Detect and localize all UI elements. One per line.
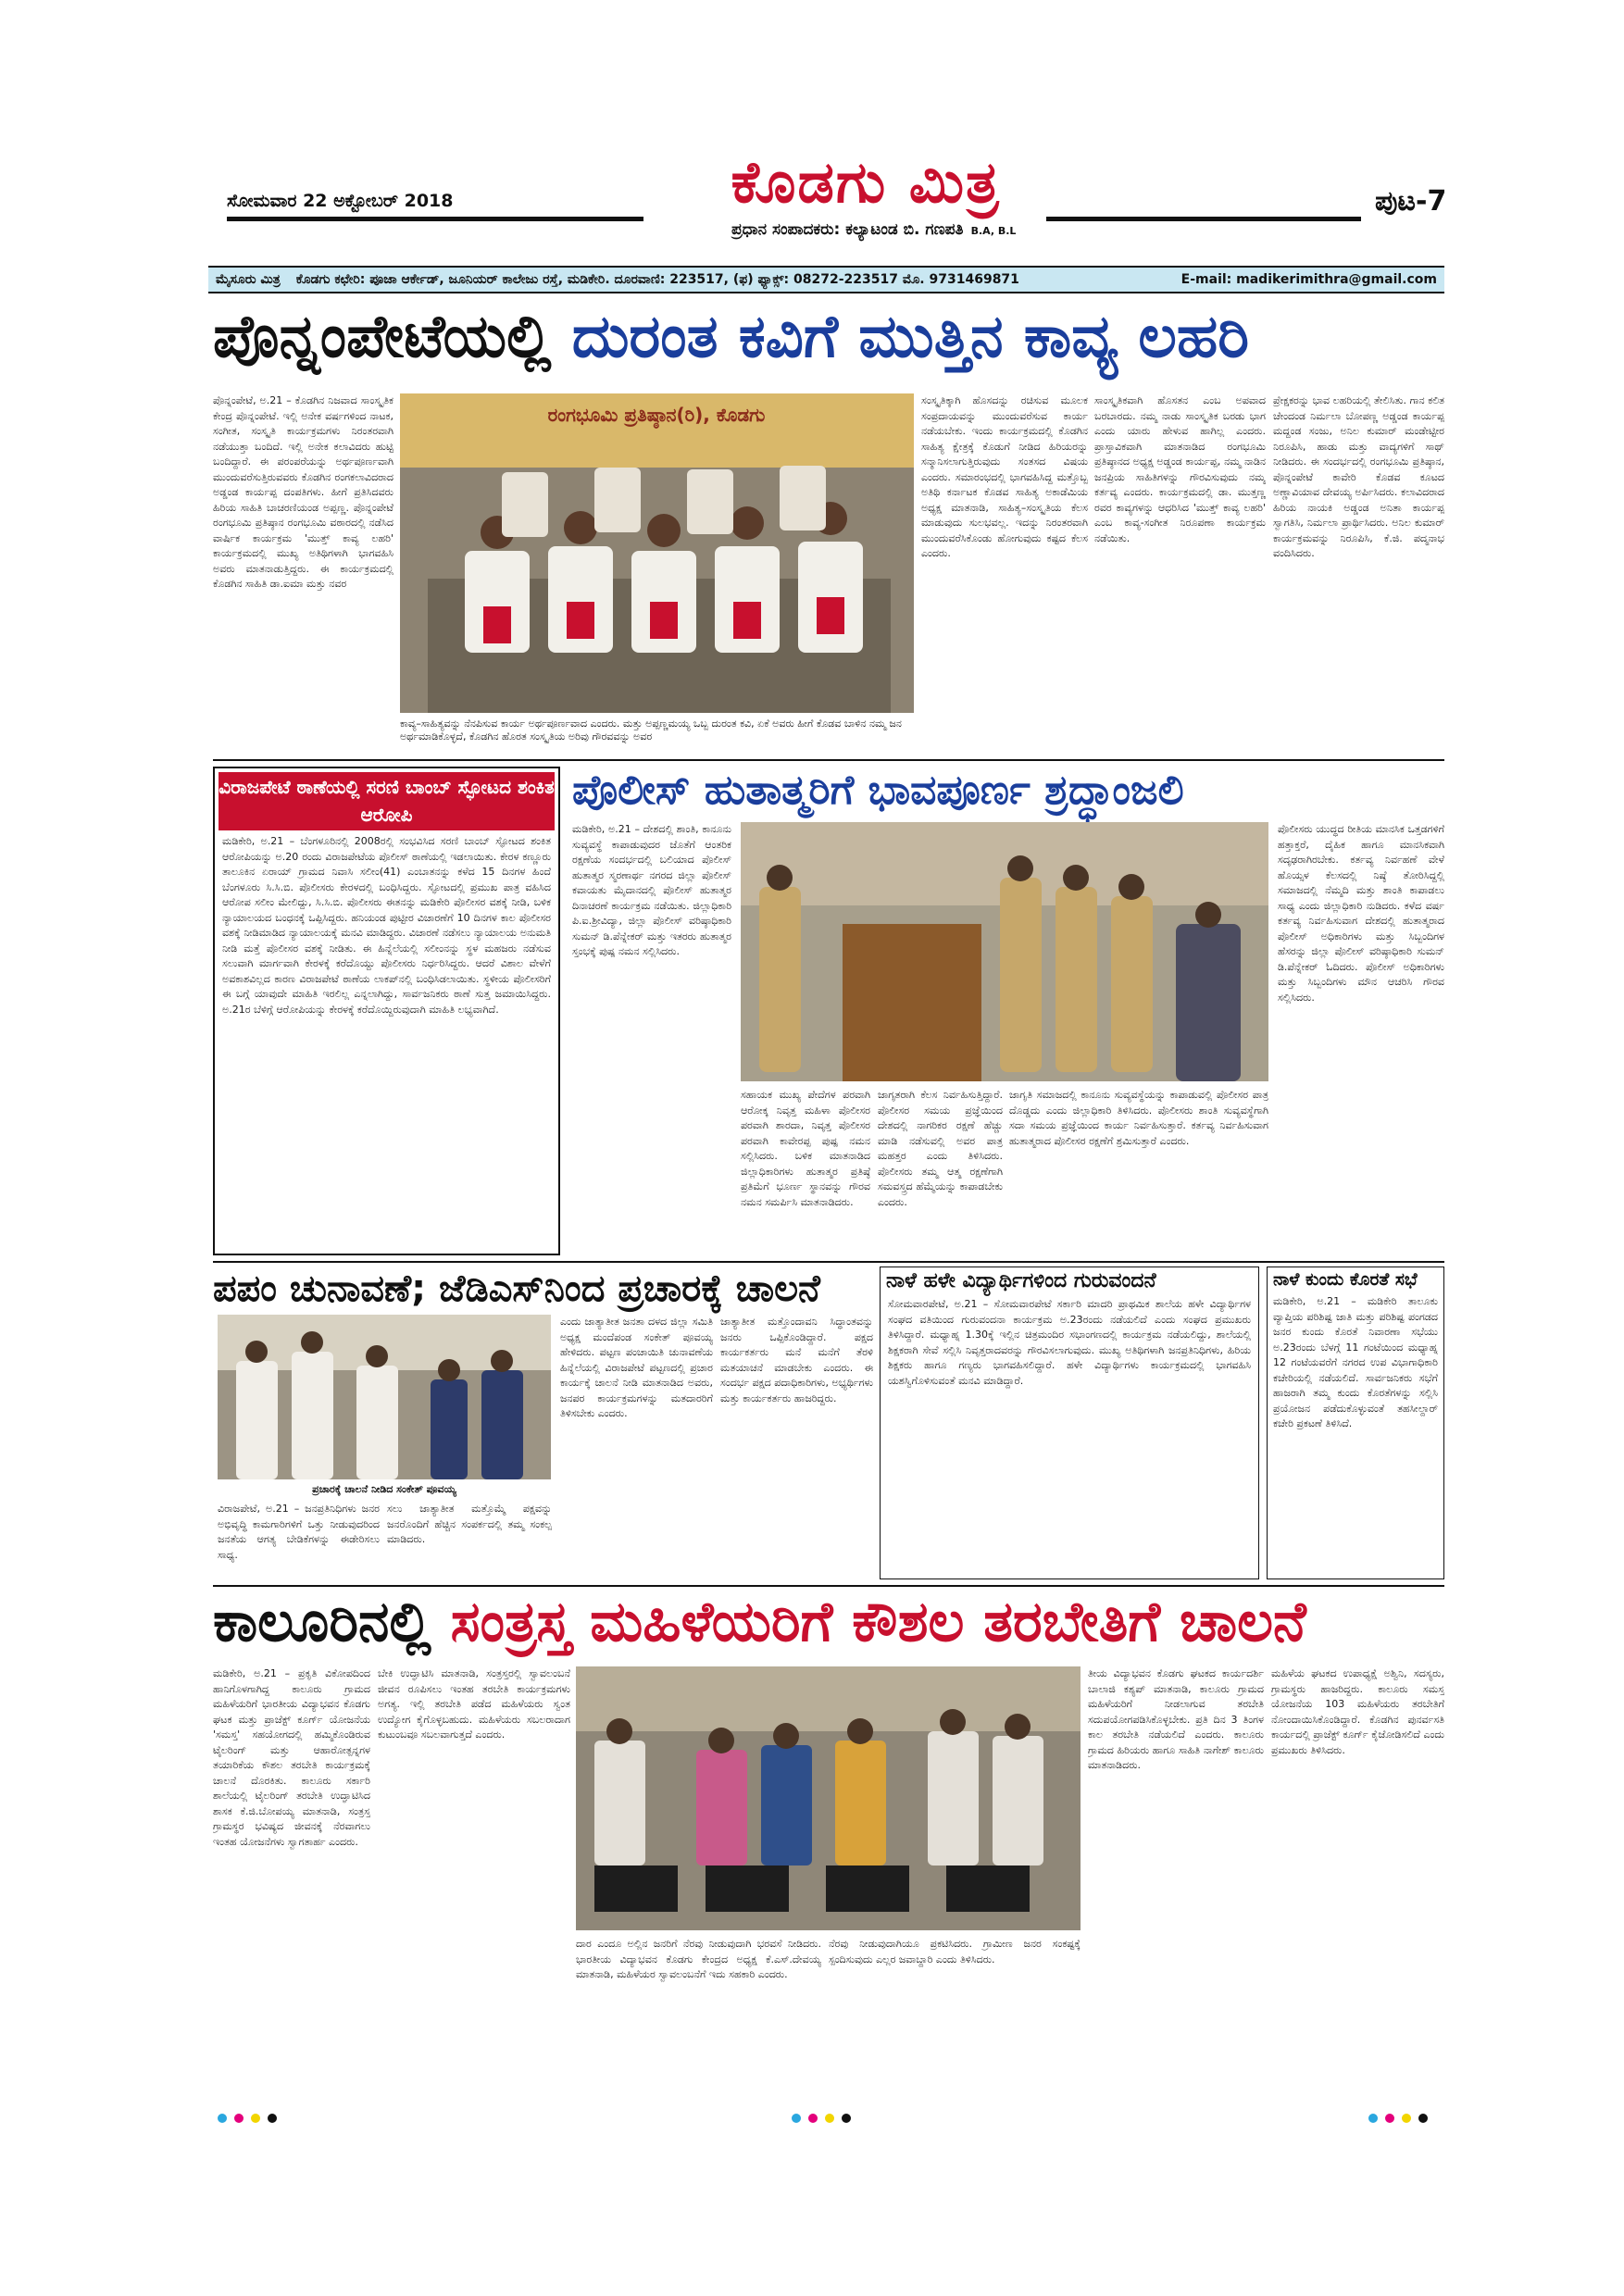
article6-box	[1267, 1267, 1444, 1579]
section-divider-2	[213, 1261, 1444, 1263]
registration-dots-right	[1368, 2109, 1435, 2127]
editor-degree: B.A, B.L	[970, 225, 1017, 237]
article7-column-6: ಮಹಿಳೆಯ ಘಟಕದ ಉಪಾಧ್ಯಕ್ಷೆ ಅಶ್ವಿನಿ, ಸದಸ್ಯರು, ಗ್ರಾಮಸ್ಥರು ಹಾಜರಿದ್ದರು. ಕಾಲೂರು ಸಮಸ್ತ ಯೋಜನೆಯ 103 ಮಹಿಳೆಯರು ತರಬೇತಿಗೆ ನೋಂದಾಯಿಸಿಕೊಂಡಿದ್ದಾರೆ. ಕೊಡಗಿನ ಪುನರ್ವಸತಿ ಕಾರ್ಯದಲ್ಲಿ ಪ್ರಾಜೆಕ್ಟ್ ಕೂರ್ಗ್ ಕೈಜೋಡಿಸಲಿದೆ ಎಂದು ಪ್ರಮುಖರು ತಿಳಿಸಿದರು.	[1271, 1667, 1444, 1756]
article4-photo	[218, 1315, 551, 1479]
article4-column-4: ಜಾತ್ಯಾತೀತ ಮತ್ತೊಂದಾವನಿ ಸಿದ್ಧಾಂತವನ್ನು ಜನರು ಒಪ್ಪಿಕೊಂಡಿದ್ದಾರೆ. ಪಕ್ಷದ ಕಾರ್ಯಕರ್ತರು ಮನೆ ಮನೆಗೆ ತೆರಳಿ ಮತಯಾಚನೆ ಮಾಡಬೇಕು ಎಂದರು. ಈ ಸಂದರ್ಭ ಪಕ್ಷದ ಪದಾಧಿಕಾರಿಗಳು, ಅಭ್ಯರ್ಥಿಗಳು ಮತ್ತು ಕಾರ್ಯಕರ್ತರು ಹಾಜರಿದ್ದರು.	[720, 1316, 873, 1404]
article3-column-3: ಜಾಗೃತರಾಗಿ ಕೆಲಸ ನಿರ್ವಹಿಸುತ್ತಿದ್ದಾರೆ. ಪೊಲೀಸರ ಸಮಯ ಪ್ರಜ್ಞೆಯಿಂದ ದೇಶದಲ್ಲಿ ನಾಗರಿಕರ ರಕ್ಷಣೆ ಹೆಚ್ಚು ಮಾಡಿ ನಡೆಸುವಲ್ಲಿ ಅವರ ಪಾತ್ರ ಮಹತ್ತರ ಎಂದು ತಿಳಿಸಿದರು. ಪೊಲೀಸರು ತಮ್ಮ ಆತ್ಮ ರಕ್ಷಣೆಗಾಗಿ ಸಮವಸ್ತ್ರದ ಹೆಮ್ಮೆಯನ್ನು ಕಾಪಾಡಬೇಕು ಎಂದರು.	[878, 1089, 1003, 1208]
article4-column-3: ಎಂದು ಜಾತ್ಯಾತೀತ ಜನತಾ ದಳದ ಜಿಲ್ಲಾ ಸಮಿತಿ ಅಧ್ಯಕ್ಷ ಮಂದೆಪಂಡ ಸಂಕೇತ್ ಪೂವಯ್ಯ ಹೇಳಿದರು. ಪಟ್ಟಣ ಪಂಚಾಯಿತಿ ಚುನಾವಣೆಯ ಹಿನ್ನೆಲೆಯಲ್ಲಿ ವಿರಾಜಪೇಟೆ ಪಟ್ಟಣದಲ್ಲಿ ಪ್ರಚಾರ ಕಾರ್ಯಕ್ಕೆ ಚಾಲನೆ ನೀಡಿ ಮಾತನಾಡಿದ ಅವರು, ಜನಪರ ಕಾರ್ಯಕ್ರಮಗಳನ್ನು ಮತದಾರರಿಗೆ ತಿಳಿಸಬೇಕು ಎಂದರು.	[560, 1316, 713, 1419]
editor-name: ಪ್ರಧಾನ ಸಂಪಾದಕರು: ಕಲ್ಯಾಟಂಡ ಬಿ. ಗಣಪತಿ	[731, 220, 964, 239]
email-address: E-mail: madikerimithra@gmail.com	[1181, 272, 1437, 287]
article5-box	[880, 1267, 1259, 1579]
article7-column-4: ನೆರವು ನೀಡುವುದಾಗಿಯೂ ಪ್ರಕಟಿಸಿದರು. ಗ್ರಾಮೀಣ ಜನರ ಸಂಕಷ್ಟಕ್ಕೆ ಸ್ಪಂದಿಸುವುದು ಎಲ್ಲರ ಜವಾಬ್ದಾರಿ ಎಂದು ತಿಳಿಸಿದರು.	[829, 1938, 1081, 1965]
article2-body: ಮಡಿಕೇರಿ, ಅ.21 – ಬೆಂಗಳೂರಿನಲ್ಲಿ 2008ರಲ್ಲಿ ಸಂಭವಿಸಿದ ಸರಣಿ ಬಾಂಬ್ ಸ್ಫೋಟದ ಶಂಕಿತ ಆರೋಪಿಯನ್ನು ಅ.20 ರಂದು ವಿರಾಜಪೇಟೆಯ ಪೊಲೀಸ್ ಠಾಣೆಯಲ್ಲಿ ಇಡಲಾಯಿತು. ಕೇರಳ ಕಣ್ಣೂರು ತಾಲೂಕಿನ ಏರಾಯ್ ಗ್ರಾಮದ ನಿವಾಸಿ ಸಲೀಂ(41) ಎಂಬಾತನನ್ನು ಕಳೆದ 15 ದಿನಗಳ ಹಿಂದೆ ಬೆಂಗಳೂರು ಸಿ.ಸಿ.ಬಿ. ಪೊಲೀಸರು ಕೇರಳದಲ್ಲಿ ಬಂಧಿಸಿದ್ದರು. ಸ್ಫೋಟದಲ್ಲಿ ಪ್ರಮುಖ ಪಾತ್ರ ವಹಿಸಿದ ಆರೋಪ ಸಲೀಂ ಮೇಲಿದ್ದು, ಸಿ.ಸಿ.ಬಿ. ಪೊಲೀಸರು ಈತನನ್ನು ಮಡಿಕೇರಿ ಪೊಲೀಸರ ವಶಕ್ಕೆ ನೀಡಿ, ಬಳಿಕ ನ್ಯಾಯಾಲಯದ ಬಂಧನಕ್ಕೆ ಒಪ್ಪಿಸಿದ್ದರು. ಹನಿಯಂಡ ಪುಟ್ಟೀರ ವಿಚಾರಣೆಗೆ 10 ದಿನಗಳ ಕಾಲ ಪೊಲೀಸರ ವಶಕ್ಕೆ ನೀಡಿಮಾಡಿದ ನ್ಯಾಯಾಲಯಕ್ಕೆ ಮನವಿ ಮಾಡಿದ್ದರು. ವಿಚಾರಣೆ ನಡೆಸಲು ನ್ಯಾಯಾಲಯ ಅನುಮತಿ ನೀಡಿ ಮತ್ತೆ ಪೊಲೀಸರ ವಶಕ್ಕೆ ನೀಡಿತು. ಈ ಹಿನ್ನೆಲೆಯಲ್ಲಿ ಸಲೀಂನನ್ನು ಸ್ಥಳ ಮಹಜರು ನಡೆಸುವ ಸಲುವಾಗಿ ಮಾರ್ಗವಾಗಿ ಕೇರಳಕ್ಕೆ ಕರೆದೊಯ್ದು ಪೊಲೀಸರು ನಿರ್ಧರಿಸಿದ್ದರು. ಆದರೆ ವಿಶಾಲ ವೇಳೆಗೆ ಅವಕಾಶವಿಲ್ಲದ ಕಾರಣ ವಿರಾಜಪೇಟೆ ಠಾಣೆಯ ಲಾಕಪ್‌ನಲ್ಲಿ ಬಂಧಿಸಿಡಲಾಯಿತು. ಸ್ಥಳೀಯ ಪೊಲೀಸರಿಗೆ ಈ ಬಗ್ಗೆ ಯಾವುದೇ ಮಾಹಿತಿ ಇರಲಿಲ್ಲ ಎನ್ನಲಾಗಿದ್ದು, ಸಾರ್ವಜನಿಕರು ಠಾಣೆ ಸುತ್ತ ಜಮಾಯಿಸಿದ್ದರು. ಅ.21ರ ಬೆಳಿಗ್ಗೆ ಆರೋಪಿಯನ್ನು ಕೇರಳಕ್ಕೆ ಕರೆದೊಯ್ದಿರುವುದಾಗಿ ಮಾಹಿತಿ ಲಭ್ಯವಾಗಿದೆ.	[222, 835, 551, 1016]
newspaper-title: ಕೊಡಗು ಮಿತ್ರ	[731, 148, 1001, 216]
article3-column-1: ಮಡಿಕೇರಿ, ಅ.21 – ದೇಶದಲ್ಲಿ ಶಾಂತಿ, ಕಾನೂನು ಸುವ್ಯವಸ್ಥೆ ಕಾಪಾಡುವುದರ ಜೊತೆಗೆ ಆಂತರಿಕ ರಕ್ಷಣೆಯ ಸಂದರ್ಭದಲ್ಲಿ ಬಲಿಯಾದ ಪೊಲೀಸ್ ಹುತಾತ್ಮರ ಸ್ಮರಣಾರ್ಥ ನಗರದ ಜಿಲ್ಲಾ ಪೊಲೀಸ್ ಕವಾಯತು ಮೈದಾನದಲ್ಲಿ ಪೊಲೀಸ್ ಹುತಾತ್ಮರ ದಿನಾಚರಣೆ ಕಾರ್ಯಕ್ರಮ ನಡೆಯಿತು. ಜಿಲ್ಲಾಧಿಕಾರಿ ಪಿ.ಐ.ಶ್ರೀವಿದ್ಯಾ, ಜಿಲ್ಲಾ ಪೊಲೀಸ್ ವರಿಷ್ಠಾಧಿಕಾರಿ ಸುಮನ್ ಡಿ.ಪೆನ್ನೇಕರ್ ಮತ್ತು ಇತರರು ಹುತಾತ್ಮರ ಸ್ತಂಭಕ್ಕೆ ಪುಷ್ಪ ನಮನ ಸಲ್ಲಿಸಿದರು.	[572, 823, 731, 957]
article1-column-2: ಸಂಸ್ಕೃತಿಕ್ಕಾಗಿ ಹೊಸದನ್ನು ರಚಿಸುವ ಮೂಲಕ ಸಂಪ್ರದಾಯವನ್ನು ಮುಂದುವರೆಸುವ ಕಾರ್ಯ ನಡೆಯಬೇಕು. ಇಂದು ಕಾರ್ಯಕ್ರಮದಲ್ಲಿ ಕೊಡಗಿನ ಸಾಹಿತ್ಯ ಕ್ಷೇತ್ರಕ್ಕೆ ಕೊಡುಗೆ ನೀಡಿದ ಹಿರಿಯರನ್ನು ಸನ್ಮಾನಿಸಲಾಗುತ್ತಿರುವುದು ಸಂತಸದ ವಿಷಯ ಎಂದರು. ಸಮಾರಂಭದಲ್ಲಿ ಭಾಗವಹಿಸಿದ್ದ ಮತ್ತೊಬ್ಬ ಅತಿಥಿ ಕರ್ನಾಟಕ ಕೊಡವ ಸಾಹಿತ್ಯ ಅಕಾಡೆಮಿಯ ಅಧ್ಯಕ್ಷ ಮಾತನಾಡಿ, ಸಾಹಿತ್ಯ–ಸಂಸ್ಕೃತಿಯ ಕೆಲಸ ಮಾಡುವುದು ಸುಲಭವಲ್ಲ. ಇದನ್ನು ನಿರಂತರವಾಗಿ ಮುಂದುವರೆಸಿಕೊಂಡು ಹೋಗುವುದು ಕಷ್ಟದ ಕೆಲಸ ಎಂದರು.	[921, 394, 1088, 559]
article2-box	[213, 767, 560, 1255]
article1-column-1: ಪೊನ್ನಂಪೇಟೆ, ಅ.21 – ಕೊಡಗಿನ ನಿಜವಾದ ಸಾಂಸ್ಕೃತಿಕ ಕೇಂದ್ರ ಪೊನ್ನಂಪೇಟೆ. ಇಲ್ಲಿ ಅನೇಕ ವರ್ಷಗಳಿಂದ ನಾಟಕ, ಸಂಗೀತ, ಸಂಸ್ಕೃತಿ ಕಾರ್ಯಕ್ರಮಗಳು ನಿರಂತರವಾಗಿ ನಡೆಯುತ್ತಾ ಬಂದಿದೆ. ಇಲ್ಲಿ ಅನೇಕ ಕಲಾವಿದರು ಹುಟ್ಟಿ ಬಂದಿದ್ದಾರೆ. ಈ ಪರಂಪರೆಯನ್ನು ಅರ್ಥಪೂರ್ಣವಾಗಿ ಮುಂದುವರೆಸುತ್ತಿರುವವರು ಕೊಡಗಿನ ರಂಗಕಲಾವಿದರಾದ ಅಡ್ಡಂಡ ಕಾರ್ಯಪ್ಪ ದಂಪತಿಗಳು. ಹೀಗೆ ಪ್ರತಿಸಿದವರು ಹಿರಿಯ ಸಾಹಿತಿ ಬಾಚರಣಿಯಂಡ ಅಪ್ಪಣ್ಣ. ಪೊನ್ನಂಪೇಟೆ ರಂಗಭೂಮಿ ಪ್ರತಿಷ್ಠಾನ ರಂಗಭೂಮಿ ವಠಾರದಲ್ಲಿ ನಡೆಸಿದ ವಾರ್ಷಿಕ ಕಾರ್ಯಕ್ರಮ 'ಮುತ್ತ್ ಕಾವ್ಯ ಲಹರಿ' ಕಾರ್ಯಕ್ರಮದಲ್ಲಿ ಮುಖ್ಯ ಅತಿಥಿಗಳಾಗಿ ಭಾಗವಹಿಸಿ ಅವರು ಮಾತನಾಡುತ್ತಿದ್ದರು. ಈ ಕಾರ್ಯಕ್ರಮದಲ್ಲಿ ಕೊಡಗಿನ ಸಾಹಿತಿ ಡಾ.ಐಮಾ ಮತ್ತು ನವರ	[213, 394, 394, 590]
article7-column-3: ದಾರ ಎಂದೂ ಅಲ್ಲಿನ ಜನರಿಗೆ ನೆರವು ನೀಡುವುದಾಗಿ ಭರವಸೆ ನೀಡಿದರು. ಭಾರತೀಯ ವಿದ್ಯಾಭವನ ಕೊಡಗು ಕೇಂದ್ರದ ಅಧ್ಯಕ್ಷ ಕೆ.ಎಸ್.ದೇವಯ್ಯ ಮಾತನಾಡಿ, ಮಹಿಳೆಯರ ಸ್ವಾವಲಂಬನೆಗೆ ಇದು ಸಹಕಾರಿ ಎಂದರು.	[576, 1938, 821, 1980]
article3-photo	[741, 822, 1268, 1081]
contact-bar	[208, 266, 1444, 293]
article3-headline-text: ಪೊಲೀಸ್ ಹುತಾತ್ಮರಿಗೆ ಭಾವಪೂರ್ಣ ಶ್ರದ್ಧಾಂಜಲಿ	[572, 767, 1184, 814]
article1-headline-part2: ದುರಂತ ಕವಿಗೆ ಮುತ್ತಿನ ಕಾವ್ಯ ಲಹರಿ	[571, 303, 1250, 371]
masthead-rule-left	[227, 217, 643, 221]
article7-headline-part1: ಕಾಲೂರಿನಲ್ಲಿ	[213, 1590, 431, 1654]
article3-column-5: ಪೊಲೀಸರು ಯುದ್ಧದ ರೀತಿಯ ಮಾನಸಿಕ ಒತ್ತಡಗಳಿಗೆ ಹತ್ತಾಕ್ತರೆ, ದೈಹಿಕ ಹಾಗೂ ಮಾನಸಿಕವಾಗಿ ಸದೃಢರಾಗಿರಬೇಕು. ಕರ್ತವ್ಯ ನಿರ್ವಹಣೆ ವೇಳೆ ಹೊಯ್ಸಳ ಕೆಲಸದಲ್ಲಿ ನಿಷ್ಠೆ ತೋರಿಸಿದ್ದಲ್ಲಿ ಸಮಾಜದಲ್ಲಿ ನೆಮ್ಮದಿ ಮತ್ತು ಶಾಂತಿ ಕಾಪಾಡಲು ಸಾಧ್ಯ ಎಂದು ಜಿಲ್ಲಾಧಿಕಾರಿ ನುಡಿದರು. ಕಳೆದ ವರ್ಷ ಕರ್ತವ್ಯ ನಿರ್ವಹಿಸುವಾಗ ದೇಶದಲ್ಲಿ ಹುತಾತ್ಮರಾದ ಪೊಲೀಸ್ ಅಧಿಕಾರಿಗಳು ಮತ್ತು ಸಿಬ್ಬಂದಿಗಳ ಹೆಸರನ್ನು ಜಿಲ್ಲಾ ಪೊಲೀಸ್ ವರಿಷ್ಠಾಧಿಕಾರಿ ಸುಮನ್ ಡಿ.ಪೆನ್ನೇಕರ್ ಓದಿದರು. ಪೊಲೀಸ್ ಅಧಿಕಾರಿಗಳು ಮತ್ತು ಸಿಬ್ಬಂದಿಗಳು ಮೌನ ಆಚರಿಸಿ ಗೌರವ ಸಲ್ಲಿಸಿದರು.	[1278, 823, 1444, 1004]
award-ceremony-photo	[400, 393, 914, 713]
article4-photo-caption: ಪ್ರಚಾರಕ್ಕೆ ಚಾಲನೆ ನೀಡಿದ ಸಂಕೇತ್ ಪೂವಯ್ಯ	[312, 1483, 456, 1495]
article4-column-2: ಸಲು ಜಾತ್ಯಾತೀತ ಮತ್ತೊಮ್ಮೆ ಪಕ್ಷವನ್ನು ಜನರೊಂದಿಗೆ ಹೆಚ್ಚಿನ ಸಂಪರ್ಕದಲ್ಲಿ ತಮ್ಮ ಸಂಕಲ್ಪ ಮಾಡಿದರು.	[387, 1503, 552, 1545]
article2-headline: ವಿರಾಜಪೇಟೆ ಠಾಣೆಯಲ್ಲಿ ಸರಣಿ ಬಾಂಬ್ ಸ್ಫೋಟದ ಶಂಕಿತ ಆರೋಪಿ	[219, 772, 555, 830]
article4-column-1: ವಿರಾಜಪೇಟೆ, ಅ.21 – ಜನಪ್ರತಿನಿಧಿಗಳು ಜನರ ಅಭಿವೃದ್ಧಿ ಕಾಮಗಾರಿಗಳಿಗೆ ಒತ್ತು ನೀಡುವುದರಿಂದ ಜನತೆಯ ಆಗತ್ಯ ಬೇಡಿಕೆಗಳನ್ನು ಈಡೇರಿಸಲು ಸಾಧ್ಯ.	[218, 1503, 380, 1561]
registration-dots-center	[792, 2109, 858, 2127]
article3-column-4: ಜಾಗೃತಿ ಸಮಾಜದಲ್ಲಿ ಕಾನೂನು ಸುವ್ಯವಸ್ಥೆಯನ್ನು ಕಾಪಾಡುವಲ್ಲಿ ಪೊಲೀಸರ ಪಾತ್ರ ದೊಡ್ಡದು ಎಂದು ಜಿಲ್ಲಾಧಿಕಾರಿ ತಿಳಿಸಿದರು. ಪೊಲೀಸರು ಶಾಂತಿ ಸುವ್ಯವಸ್ಥೆಗಾಗಿ ಸದಾ ಸಮಯ ಪ್ರಜ್ಞೆಯಿಂದ ಕಾರ್ಯ ನಿರ್ವಹಿಸುತ್ತಾರೆ. ಕರ್ತವ್ಯ ನಿರ್ವಹಿಸುವಾಗ ಹುತಾತ್ಮರಾದ ಪೊಲೀಸರ ರಕ್ಷಣೆಗೆ ಶ್ರಮಿಸುತ್ತಾರೆ ಎಂದರು.	[1009, 1089, 1268, 1147]
registration-dots-left	[218, 2109, 284, 2127]
article3-column-2: ಸಹಾಯಕ ಮುಖ್ಯ ಪೇದೆಗಳ ಪರವಾಗಿ ಆರೋಕ್ಕ ನಿವೃತ್ತ ಮಹಿಳಾ ಪೊಲೀಸರ ಪರವಾಗಿ ಶಾರದಾ, ನಿವೃತ್ತ ಪೊಲೀಸರ ಪರವಾಗಿ ಕಾವೇರಪ್ಪ ಪುಷ್ಪ ನಮನ ಸಲ್ಲಿಸಿದರು. ಬಳಿಕ ಮಾತನಾಡಿದ ಜಿಲ್ಲಾಧಿಕಾರಿಗಳು ಹುತಾತ್ಮರ ಪ್ರತಿಷ್ಠೆ ಪ್ರತಿಮೆಗೆ ಭೂರ್ಣ ಸ್ಥಾನವನ್ನು ಗೌರವ ನಮನ ಸಮರ್ಪಿಸಿ ಮಾತನಾಡಿದರು.	[741, 1089, 870, 1208]
stage-banner-text: ರಂಗಭೂಮಿ ಪ್ರತಿಷ್ಠಾನ(ರಿ), ಕೊಡಗು	[547, 404, 766, 426]
article1-photo-caption: ಕಾವ್ಯ–ಸಾಹಿತ್ಯವನ್ನು ನೆನಪಿಸುವ ಕಾರ್ಯ ಅರ್ಥಪೂರ್ಣವಾದ ಎಂದರು. ಮತ್ತು ಅಪ್ಪಣ್ಣಮಯ್ಯ ಒಬ್ಬ ದುರಂತ ಕವಿ, ಏಕೆ ಅವರು ಹೀಗೆ ಕೊಡವ ಬಾಳಿನ ನಮ್ಮ ಜನ ಅರ್ಥಮಾಡಿಕೊಳ್ಳದೆ, ಕೊಡಗಿನ ಹೊರತ ಸಂಸ್ಕೃತಿಯ ಅರಿವು ಗೌರವವನ್ನು ಅವರ	[400, 718, 902, 742]
campaign-launch-photo	[218, 1315, 551, 1479]
article5-headline: ನಾಳೆ ಹಳೇ ವಿದ್ಯಾರ್ಥಿಗಳಿಂದ ಗುರುವಂದನೆ	[886, 1269, 1156, 1292]
article4-headline: ಪಪಂ ಚುನಾವಣೆ; ಜೆಡಿಎಸ್‌ನಿಂದ ಪ್ರಚಾರಕ್ಕೆ ಚಾಲನೆ	[213, 1267, 820, 1310]
masthead-rule-right	[1046, 217, 1361, 221]
article7-headline-part2: ಸಂತ್ರಸ್ತ ಮಹಿಳೆಯರಿಗೆ ಕೌಶಲ ತರಬೇತಿಗೆ ಚಾಲನೆ	[450, 1590, 1306, 1654]
article1-headline	[213, 303, 1250, 371]
article5-body: ಸೋಮವಾರಪೇಟೆ, ಅ.21 – ಸೋಮವಾರಪೇಟೆ ಸರ್ಕಾರಿ ಮಾದರಿ ಪ್ರಾಥಮಿಕ ಶಾಲೆಯ ಹಳೇ ವಿದ್ಯಾರ್ಥಿಗಳ ಸಂಘದ ವತಿಯಿಂದ ಗುರುವಂದನಾ ಕಾರ್ಯಕ್ರಮ ಅ.23ರಂದು ನಡೆಯಲಿದೆ ಎಂದು ಸಂಘದ ಪ್ರಮುಖರು ತಿಳಿಸಿದ್ದಾರೆ. ಮಧ್ಯಾಹ್ನ 1.30ಕ್ಕೆ ಇಲ್ಲಿನ ಚಿತ್ರಮಂದಿರ ಸಭಾಂಗಣದಲ್ಲಿ ಕಾರ್ಯಕ್ರಮ ನಡೆಯಲಿದ್ದು, ಶಾಲೆಯಲ್ಲಿ ಶಿಕ್ಷಕರಾಗಿ ಸೇವೆ ಸಲ್ಲಿಸಿ ನಿವೃತ್ತರಾದವರನ್ನು ಗೌರವಿಸಲಾಗುವುದು. ಮುಖ್ಯ ಅತಿಥಿಗಳಾಗಿ ಜನಪ್ರತಿನಿಧಿಗಳು, ಹಿರಿಯ ಶಿಕ್ಷಕರು ಹಾಗೂ ಗಣ್ಯರು ಭಾಗವಹಿಸಲಿದ್ದಾರೆ. ಹಳೇ ವಿದ್ಯಾರ್ಥಿಗಳು ಕಾರ್ಯಕ್ರಮದಲ್ಲಿ ಭಾಗವಹಿಸಿ ಯಶಸ್ವಿಗೊಳಿಸುವಂತೆ ಮನವಿ ಮಾಡಿದ್ದಾರೆ.	[888, 1298, 1251, 1387]
sister-paper-brand: ಮೈಸೂರು ಮಿತ್ರ	[216, 272, 281, 287]
article7-column-2: ಬೇಕಿ ಉದ್ಘಾಟಿಸಿ ಮಾತನಾಡಿ, ಸಂತ್ರಸ್ತರಲ್ಲಿ ಸ್ವಾವಲಂಬನೆ ಜೀವನ ರೂಪಿಸಲು ಇಂತಹ ತರಬೇತಿ ಕಾರ್ಯಕ್ರಮಗಳು ಅಗತ್ಯ. ಇಲ್ಲಿ ತರಬೇತಿ ಪಡೆದ ಮಹಿಳೆಯರು ಸ್ವಂತ ಉದ್ಯೋಗ ಕೈಗೊಳ್ಳಬಹುದು. ಮಹಿಳೆಯರು ಸಬಲರಾದಾಗ ಕುಟುಂಬವೂ ಸಬಲವಾಗುತ್ತದೆ ಎಂದರು.	[378, 1667, 570, 1741]
police-salute-photo	[741, 822, 1268, 1081]
issue-date: ಸೋಮವಾರ 22 ಅಕ್ಟೋಬರ್ 2018	[227, 191, 454, 211]
article1-headline-part1: ಪೊನ್ನಂಪೇಟೆಯಲ್ಲಿ	[213, 303, 552, 371]
page-number: ಪುಟ-7	[1375, 185, 1447, 218]
article1-photo	[400, 393, 914, 713]
section-divider-3	[213, 1585, 1444, 1587]
article1-column-3: ಸಾಂಸ್ಕೃತಿಕವಾಗಿ ಹೊಸತನ ಎಂಬ ಅಪವಾದ ಬರಬಾರದು. ನಮ್ಮ ನಾಡು ಸಾಂಸ್ಕೃತಿಕ ಬರಡು ಭಾಗ ಎಂದು ಯಾರು ಹೇಳುವ ಹಾಗಿಲ್ಲ ಎಂದರು. ಪ್ರಾಸ್ತಾವಿಕವಾಗಿ ಮಾತನಾಡಿದ ರಂಗಭೂಮಿ ಪ್ರತಿಷ್ಠಾನದ ಅಧ್ಯಕ್ಷ ಅಡ್ಡಂಡ ಕಾರ್ಯಪ್ಪ, ನಮ್ಮ ನಾಡಿನ ಜನಪ್ರಿಯ ಸಾಹಿತಿಗಳನ್ನು ಗೌರವಿಸುವುದು ನಮ್ಮ ಕರ್ತವ್ಯ ಎಂದರು. ಕಾರ್ಯಕ್ರಮದಲ್ಲಿ ಡಾ. ಮುತ್ತಣ್ಣ ರವರ ಕಾವ್ಯಗಳನ್ನು ಆಧರಿಸಿದ 'ಮುತ್ತ್ ಕಾವ್ಯ ಲಹರಿ' ಎಂಬ ಕಾವ್ಯ-ಸಂಗೀತ ನಿರೂಪಣಾ ಕಾರ್ಯಕ್ರಮ ನಡೆಯಿತು.	[1094, 394, 1266, 544]
article7-headline	[213, 1590, 1306, 1654]
section-divider-1	[213, 759, 1444, 761]
editor-line	[731, 220, 1016, 239]
article6-body: ಮಡಿಕೇರಿ, ಅ.21 – ಮಡಿಕೇರಿ ತಾಲೂಕು ವ್ಯಾಪ್ತಿಯ ಪರಿಶಿಷ್ಟ ಜಾತಿ ಮತ್ತು ಪರಿಶಿಷ್ಟ ಪಂಗಡದ ಜನರ ಕುಂದು ಕೊರತೆ ನಿವಾರಣಾ ಸಭೆಯು ಅ.23ರಂದು ಬೆಳಗ್ಗೆ 11 ಗಂಟೆಯಿಂದ ಮಧ್ಯಾಹ್ನ 12 ಗಂಟೆಯವರೆಗೆ ನಗರದ ಉಪ ವಿಭಾಗಾಧಿಕಾರಿ ಕಚೇರಿಯಲ್ಲಿ ನಡೆಯಲಿದೆ. ಸಾರ್ವಜನಿಕರು ಸಭೆಗೆ ಹಾಜರಾಗಿ ತಮ್ಮ ಕುಂದು ಕೊರತೆಗಳನ್ನು ಸಲ್ಲಿಸಿ ಪ್ರಯೋಜನ ಪಡೆದುಕೊಳ್ಳುವಂತೆ ತಹಸೀಲ್ದಾರ್ ಕಚೇರಿ ಪ್ರಕಟಣೆ ತಿಳಿಸಿದೆ.	[1273, 1295, 1438, 1429]
article7-photo	[576, 1666, 1081, 1930]
article3-headline	[572, 767, 1184, 814]
article7-column-1: ಮಡಿಕೇರಿ, ಅ.21 – ಪ್ರಕೃತಿ ವಿಕೋಪದಿಂದ ಹಾನಿಗೊಳಗಾಗಿದ್ದ ಕಾಲೂರು ಗ್ರಾಮದ ಮಹಿಳೆಯರಿಗೆ ಭಾರತೀಯ ವಿದ್ಯಾಭವನ ಕೊಡಗು ಘಟಕ ಮತ್ತು ಪ್ರಾಜೆಕ್ಟ್ ಕೂರ್ಗ್ ಯೋಜನೆಯ 'ಸಮಸ್ತ' ಸಹಯೋಗದಲ್ಲಿ ಹಮ್ಮಿಕೊಂಡಿರುವ ಟೈಲರಿಂಗ್ ಮತ್ತು ಆಹಾರೋತ್ಪನ್ನಗಳ ತಯಾರಿಕೆಯ ಕೌಶಲ ತರಬೇತಿ ಕಾರ್ಯಕ್ರಮಕ್ಕೆ ಚಾಲನೆ ದೊರಕಿತು. ಕಾಲೂರು ಸರ್ಕಾರಿ ಶಾಲೆಯಲ್ಲಿ ಟೈಲರಿಂಗ್ ತರಬೇತಿ ಉದ್ಘಾಟಿಸಿದ ಶಾಸಕ ಕೆ.ಜಿ.ಬೋಪಯ್ಯ ಮಾತನಾಡಿ, ಸಂತ್ರಸ್ತ ಗ್ರಾಮಸ್ಥರ ಭವಿಷ್ಯದ ಜೀವನಕ್ಕೆ ನೆರವಾಗಲು ಇಂತಹ ಯೋಜನೆಗಳು ಸ್ವಾಗತಾರ್ಹ ಎಂದರು.	[213, 1667, 370, 1848]
article1-column-4: ಪ್ರೇಕ್ಷಕರನ್ನು ಭಾವ ಲಹರಿಯಲ್ಲಿ ತೇಲಿಸಿತು. ಗಾನ ಕಲಿತ ಚೇಂದಂಡ ನಿರ್ಮಲಾ ಬೋಪಣ್ಣ ಅಡ್ಡಂಡ ಕಾರ್ಯಪ್ಪ ಮದ್ದಂಡ ಸಂಜು, ಅನಿಲ ಕುಮಾರ್ ಮಂಡೇಟ್ಟೀರ ನಿರೂಪಿಸಿ, ಹಾಡು ಮತ್ತು ವಾದ್ಯಗಳಿಗೆ ಸಾಥ್ ನೀಡಿದರು. ಈ ಸಂದರ್ಭದಲ್ಲಿ ರಂಗಭೂಮಿ ಪ್ರತಿಷ್ಠಾನ, ಪೊನ್ನಂಪೇಟೆ ಕಾವೇರಿ ಕೊಡವ ಕೂಟದ ಅಣ್ಣಾವಿಯಾವ ದೇವಯ್ಯ ಅರ್ಪಿಸಿದರು. ಕಲಾವಿದರಾದ ಹಿರಿಯ ನಾಯಕಿ ಅಡ್ಡಂಡ ಅನಿತಾ ಕಾರ್ಯಪ್ಪ ಸ್ವಾಗತಿಸಿ, ನಿರ್ಮಲಾ ಪ್ರಾರ್ಥಿಸಿದರು. ಅನಿಲ ಕುಮಾರ್ ಕಾರ್ಯಕ್ರಮವನ್ನು ನಿರೂಪಿಸಿ, ಕೆ.ಜಿ. ಪದ್ಮನಾಭ ವಂದಿಸಿದರು.	[1273, 394, 1444, 559]
tailoring-training-photo	[576, 1666, 1081, 1930]
article6-headline: ನಾಳೆ ಕುಂದು ಕೊರತೆ ಸಭೆ	[1273, 1269, 1418, 1290]
article7-column-5: ತೀಯ ವಿದ್ಯಾಭವನ ಕೊಡಗು ಘಟಕದ ಕಾರ್ಯದರ್ಶಿ ಬಾಲಾಜಿ ಕಶ್ಯಪ್ ಮಾತನಾಡಿ, ಕಾಲೂರು ಗ್ರಾಮದ ಮಹಿಳೆಯರಿಗೆ ನೀಡಲಾಗುವ ತರಬೇತಿ ಸದುಪಯೋಗಪಡಿಸಿಕೊಳ್ಳಬೇಕು. ಪ್ರತಿ ದಿನ 3 ತಿಂಗಳ ಕಾಲ ತರಬೇತಿ ನಡೆಯಲಿದೆ ಎಂದರು. ಕಾಲೂರು ಗ್ರಾಮದ ಹಿರಿಯರು ಹಾಗೂ ಸಾಹಿತಿ ನಾಗೇಶ್ ಕಾಲೂರು ಮಾತನಾಡಿದರು.	[1088, 1667, 1264, 1771]
office-address: ಕೊಡಗು ಕಛೇರಿ: ಪೂಜಾ ಆರ್ಕೇಡ್, ಜೂನಿಯರ್ ಕಾಲೇಜು ರಸ್ತೆ, ಮಡಿಕೇರಿ. ದೂರವಾಣಿ: 223517, (ಫ) ಫ್ಯಾಕ್ಸ್: 08272-223517 ಮೊ. 9731469871	[295, 272, 1019, 287]
